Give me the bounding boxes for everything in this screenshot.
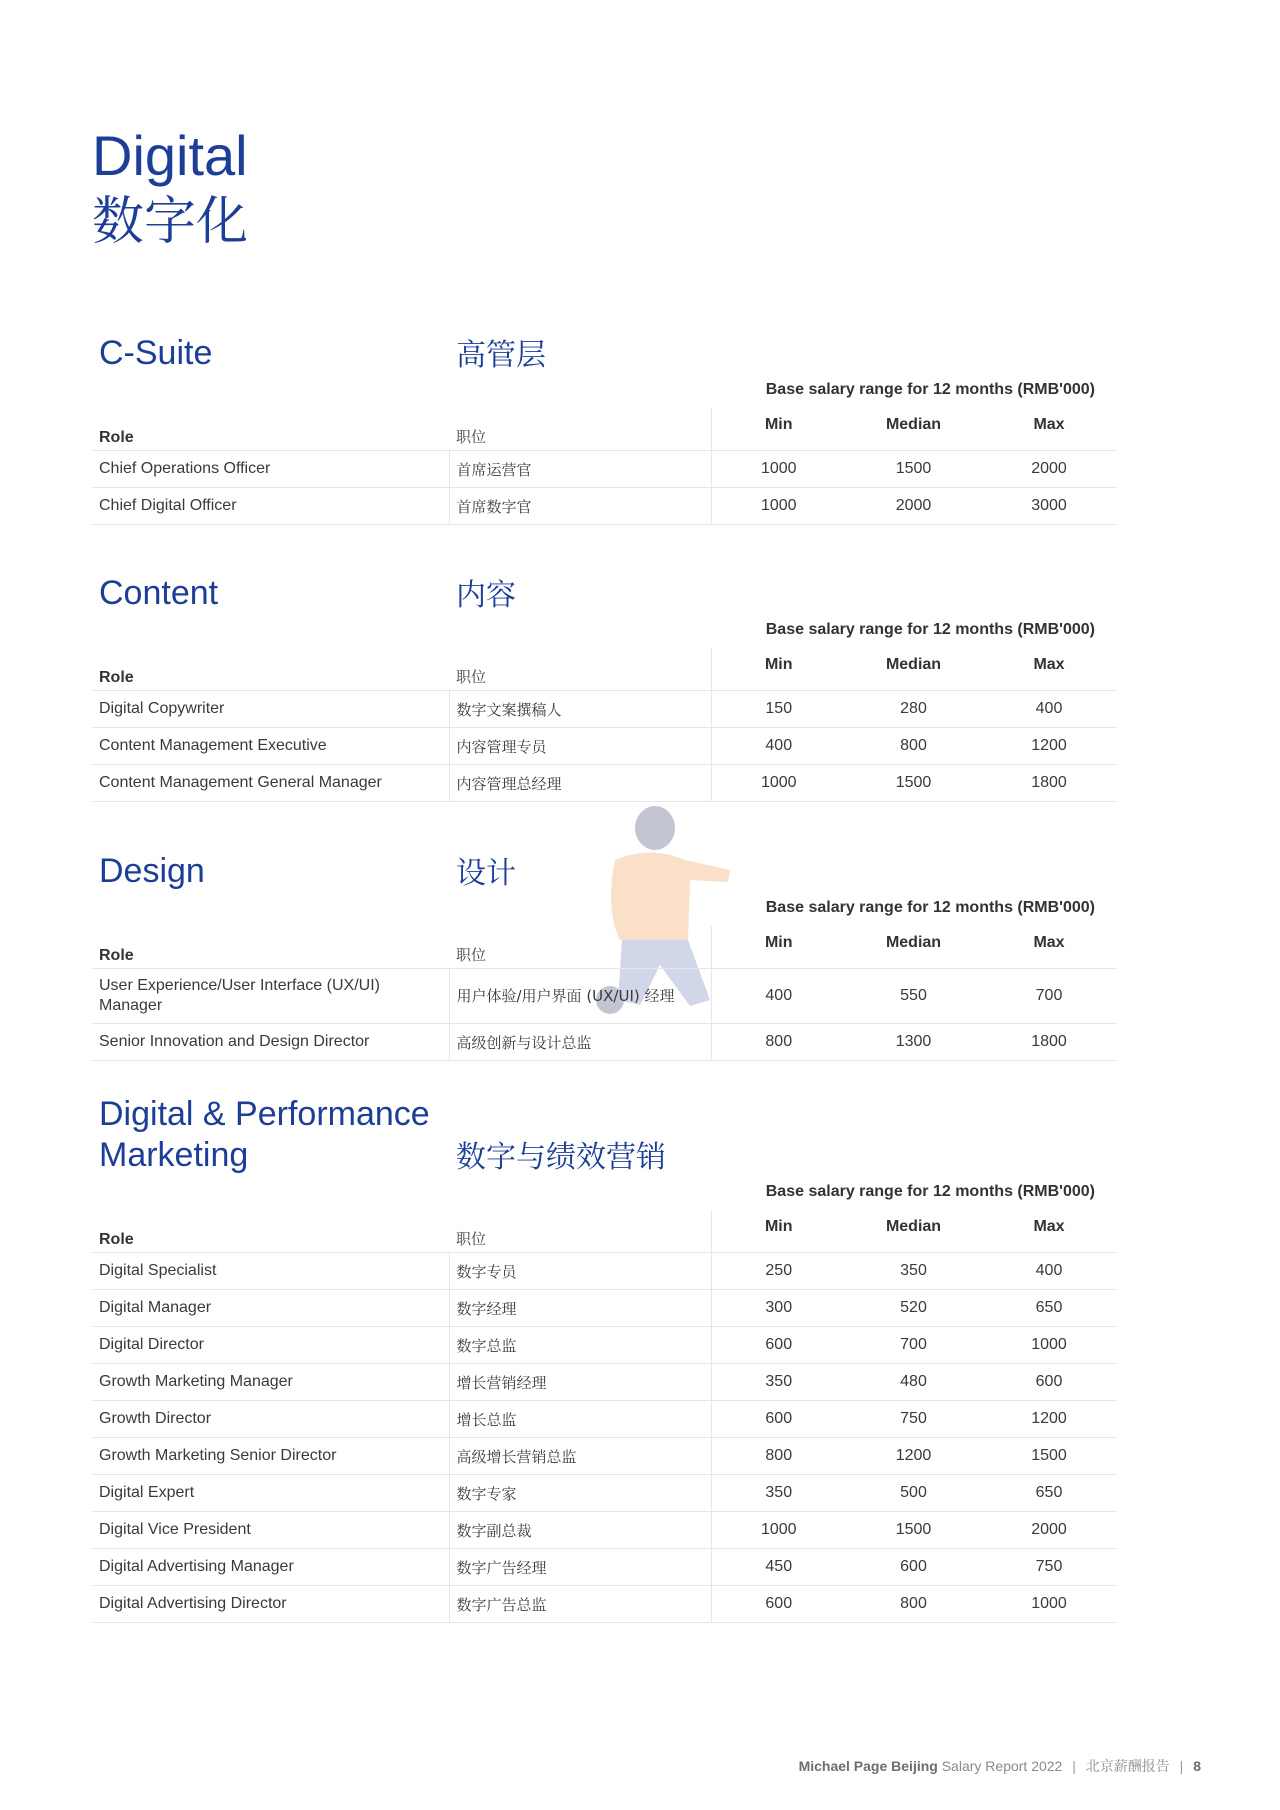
cell-median: 1500 <box>846 451 981 488</box>
section-title-line2: Marketing <box>99 1136 249 1175</box>
col-median: Median <box>846 926 981 969</box>
cell-median: 600 <box>846 1549 981 1586</box>
cell-max: 1000 <box>981 1327 1117 1364</box>
cell-min: 1000 <box>711 488 846 525</box>
cell-max: 1500 <box>981 1438 1117 1475</box>
footer-separator: | <box>1179 1758 1184 1774</box>
salary-range-label: Base salary range for 12 months (RMB'000) <box>765 1183 1095 1200</box>
cell-max: 700 <box>981 969 1117 1024</box>
cell-median: 750 <box>846 1401 981 1438</box>
cell-role-zh: 内容管理总经理 <box>449 765 711 802</box>
col-max: Max <box>981 1210 1117 1253</box>
col-role: Role <box>92 1210 449 1253</box>
cell-role-zh: 数字经理 <box>449 1290 711 1327</box>
cell-role-zh: 数字总监 <box>449 1327 711 1364</box>
cell-max: 1200 <box>981 728 1117 765</box>
cell-min: 400 <box>711 728 846 765</box>
cell-role: Senior Innovation and Design Director <box>92 1024 449 1061</box>
cell-min: 800 <box>711 1438 846 1475</box>
col-role: Role <box>92 408 449 451</box>
cell-min: 600 <box>711 1327 846 1364</box>
table-row <box>92 728 1117 765</box>
cell-min: 1000 <box>711 451 846 488</box>
cell-median: 700 <box>846 1327 981 1364</box>
page-title: Digital <box>92 124 248 187</box>
cell-median: 800 <box>846 1586 981 1623</box>
page-title-zh: 数字化 <box>92 192 249 252</box>
cell-median: 550 <box>846 969 981 1024</box>
section-title: Content <box>99 574 219 613</box>
footer-report-zh: 北京薪酬报告 <box>1085 1759 1170 1775</box>
table-row <box>92 969 1117 1024</box>
table-row <box>92 1438 1117 1475</box>
footer-brand: Michael Page Beijing <box>798 1758 938 1774</box>
cell-role-zh: 高级增长营销总监 <box>449 1438 711 1475</box>
cell-role-zh: 数字专家 <box>449 1475 711 1512</box>
cell-role: Digital Director <box>92 1327 449 1364</box>
salary-range-label: Base salary range for 12 months (RMB'000) <box>765 621 1095 638</box>
cell-median: 280 <box>846 691 981 728</box>
col-min: Min <box>711 408 846 451</box>
salary-table <box>92 408 1117 525</box>
cell-min: 800 <box>711 1024 846 1061</box>
col-median: Median <box>846 1210 981 1253</box>
table-row <box>92 1290 1117 1327</box>
cell-median: 1500 <box>846 1512 981 1549</box>
cell-median: 1200 <box>846 1438 981 1475</box>
cell-role: Content Management General Manager <box>92 765 449 802</box>
cell-role-zh: 用户体验/用户界面 (UX/UI) 经理 <box>449 969 711 1024</box>
cell-role-zh: 数字专员 <box>449 1253 711 1290</box>
cell-max: 1000 <box>981 1586 1117 1623</box>
cell-role-zh: 增长营销经理 <box>449 1364 711 1401</box>
table-row <box>92 1364 1117 1401</box>
cell-role: Digital Copywriter <box>92 691 449 728</box>
cell-role: User Experience/User Interface (UX/UI) Manager <box>92 969 449 1024</box>
cell-min: 1000 <box>711 1512 846 1549</box>
cell-min: 450 <box>711 1549 846 1586</box>
col-min: Min <box>711 1210 846 1253</box>
col-role-zh: 职位 <box>449 1210 711 1253</box>
cell-median: 350 <box>846 1253 981 1290</box>
col-max: Max <box>981 408 1117 451</box>
cell-median: 1300 <box>846 1024 981 1061</box>
cell-max: 1200 <box>981 1401 1117 1438</box>
section-c-suite <box>92 320 1117 525</box>
table-row <box>92 1549 1117 1586</box>
cell-role: Digital Advertising Manager <box>92 1549 449 1586</box>
table-row <box>92 691 1117 728</box>
cell-role-zh: 数字文案撰稿人 <box>449 691 711 728</box>
section-digital-performance-marketing <box>92 1090 1117 1623</box>
col-min: Min <box>711 648 846 691</box>
cell-max: 650 <box>981 1475 1117 1512</box>
cell-min: 150 <box>711 691 846 728</box>
footer-separator: | <box>1072 1758 1076 1774</box>
salary-table <box>92 648 1117 802</box>
table-row <box>92 1327 1117 1364</box>
cell-role: Growth Marketing Manager <box>92 1364 449 1401</box>
cell-max: 3000 <box>981 488 1117 525</box>
cell-min: 600 <box>711 1586 846 1623</box>
cell-max: 1800 <box>981 1024 1117 1061</box>
cell-role-zh: 高级创新与设计总监 <box>449 1024 711 1061</box>
cell-median: 480 <box>846 1364 981 1401</box>
cell-min: 600 <box>711 1401 846 1438</box>
table-header-row <box>92 648 1117 691</box>
cell-role: Digital Specialist <box>92 1253 449 1290</box>
cell-role: Chief Operations Officer <box>92 451 449 488</box>
salary-table <box>92 1210 1117 1623</box>
page-footer <box>799 1756 1201 1776</box>
table-header-row <box>92 926 1117 969</box>
col-role: Role <box>92 648 449 691</box>
table-row <box>92 1253 1117 1290</box>
cell-max: 2000 <box>981 451 1117 488</box>
col-role: Role <box>92 926 449 969</box>
cell-role: Digital Manager <box>92 1290 449 1327</box>
cell-min: 350 <box>711 1475 846 1512</box>
cell-max: 400 <box>981 1253 1117 1290</box>
cell-median: 500 <box>846 1475 981 1512</box>
section-title: C-Suite <box>99 334 213 373</box>
cell-min: 400 <box>711 969 846 1024</box>
cell-role: Growth Director <box>92 1401 449 1438</box>
table-header-row <box>92 1210 1117 1253</box>
table-row <box>92 1586 1117 1623</box>
cell-role-zh: 增长总监 <box>449 1401 711 1438</box>
cell-max: 400 <box>981 691 1117 728</box>
section-design <box>92 838 1117 1061</box>
table-row <box>92 1401 1117 1438</box>
col-max: Max <box>981 648 1117 691</box>
section-title: Design <box>99 852 205 891</box>
section-content <box>92 560 1117 802</box>
col-min: Min <box>711 926 846 969</box>
cell-role: Digital Vice President <box>92 1512 449 1549</box>
section-title <box>99 1094 430 1176</box>
col-median: Median <box>846 648 981 691</box>
cell-min: 1000 <box>711 765 846 802</box>
cell-max: 1800 <box>981 765 1117 802</box>
cell-role: Content Management Executive <box>92 728 449 765</box>
table-row <box>92 765 1117 802</box>
cell-min: 350 <box>711 1364 846 1401</box>
cell-max: 650 <box>981 1290 1117 1327</box>
col-max: Max <box>981 926 1117 969</box>
table-row <box>92 1024 1117 1061</box>
section-title-zh: 数字与绩效营销 <box>456 1140 666 1175</box>
table-row <box>92 488 1117 525</box>
cell-role-zh: 首席数字官 <box>449 488 711 525</box>
salary-range-label: Base salary range for 12 months (RMB'000) <box>765 899 1095 916</box>
table-row <box>92 1475 1117 1512</box>
col-role-zh: 职位 <box>449 408 711 451</box>
cell-min: 300 <box>711 1290 846 1327</box>
table-header-row <box>92 408 1117 451</box>
page-number: 8 <box>1193 1758 1201 1774</box>
section-title-zh: 高管层 <box>456 338 546 373</box>
cell-role: Chief Digital Officer <box>92 488 449 525</box>
cell-median: 1500 <box>846 765 981 802</box>
col-role-zh: 职位 <box>449 648 711 691</box>
cell-max: 2000 <box>981 1512 1117 1549</box>
table-row <box>92 1512 1117 1549</box>
salary-table <box>92 926 1117 1061</box>
table-row <box>92 451 1117 488</box>
footer-report: Salary Report 2022 <box>941 1758 1063 1774</box>
cell-max: 600 <box>981 1364 1117 1401</box>
cell-role-zh: 首席运营官 <box>449 451 711 488</box>
section-title-zh: 设计 <box>456 856 516 891</box>
section-title-zh: 内容 <box>456 578 516 613</box>
cell-max: 750 <box>981 1549 1117 1586</box>
salary-range-label: Base salary range for 12 months (RMB'000) <box>765 381 1095 398</box>
section-title-line1: Digital & Performance <box>99 1095 430 1134</box>
cell-median: 520 <box>846 1290 981 1327</box>
cell-median: 2000 <box>846 488 981 525</box>
col-median: Median <box>846 408 981 451</box>
cell-role-zh: 数字广告经理 <box>449 1549 711 1586</box>
cell-role: Digital Expert <box>92 1475 449 1512</box>
cell-role: Digital Advertising Director <box>92 1586 449 1623</box>
cell-median: 800 <box>846 728 981 765</box>
cell-min: 250 <box>711 1253 846 1290</box>
cell-role-zh: 内容管理专员 <box>449 728 711 765</box>
col-role-zh: 职位 <box>449 926 711 969</box>
cell-role-zh: 数字副总裁 <box>449 1512 711 1549</box>
cell-role: Growth Marketing Senior Director <box>92 1438 449 1475</box>
cell-role-zh: 数字广告总监 <box>449 1586 711 1623</box>
